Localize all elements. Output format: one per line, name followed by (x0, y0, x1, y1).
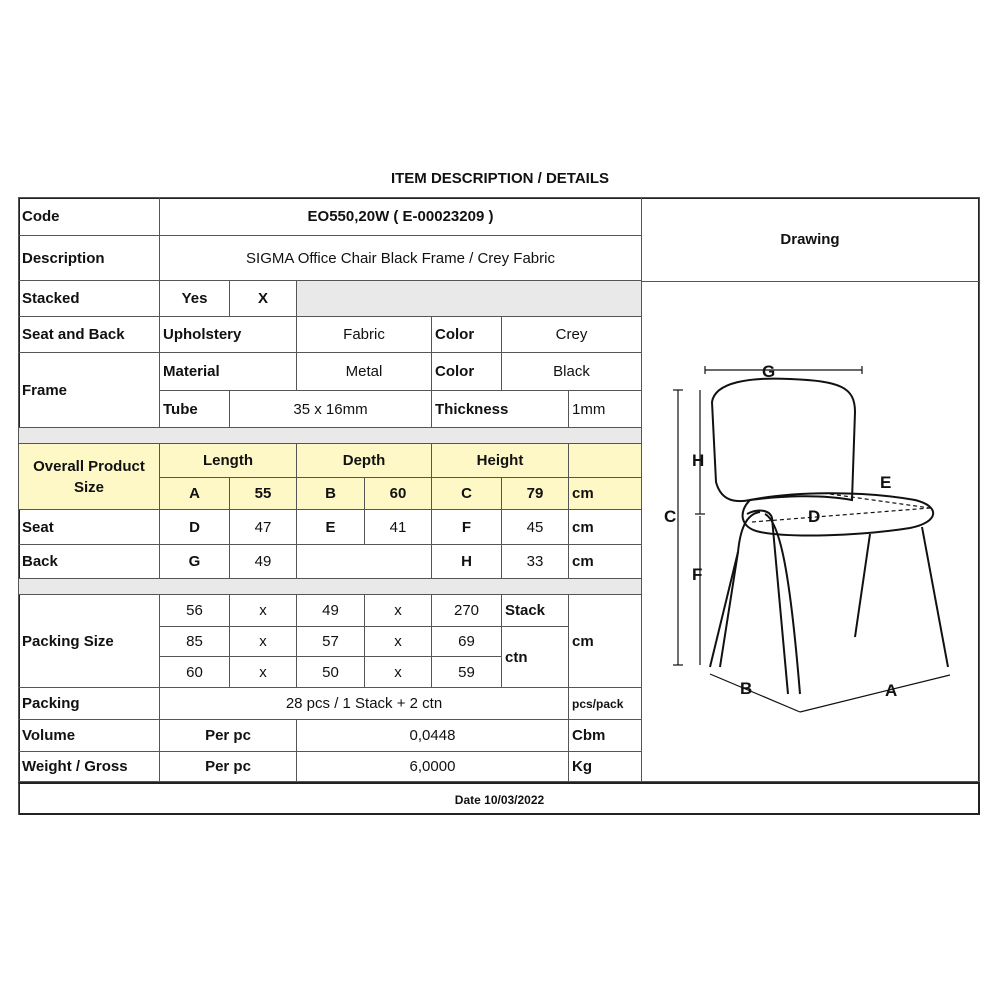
pack-row3-b: 50 (297, 657, 365, 688)
pack-row2-x1: x (230, 627, 297, 657)
dim-f-letter: F (432, 510, 502, 545)
pack-row3-x1: x (230, 657, 297, 688)
pack-row2-a: 85 (160, 627, 230, 657)
weight-unit: Kg (569, 752, 642, 782)
overall-size-label: Overall Product Size (18, 444, 160, 510)
drawing-header: Drawing (641, 197, 980, 282)
pack-stack-label: Stack (502, 595, 569, 627)
stacked-mark: X (230, 281, 297, 317)
packing-label: Packing (18, 688, 160, 720)
date-footer: Date 10/03/2022 (18, 782, 980, 815)
weight-per: Per pc (160, 752, 297, 782)
volume-value: 0,0448 (297, 720, 569, 752)
dim-e-value: 41 (365, 510, 432, 545)
pack-row2-x2: x (365, 627, 432, 657)
pack-row3-x2: x (365, 657, 432, 688)
back-empty (297, 545, 432, 579)
dim-c-letter: C (432, 478, 502, 510)
chair-drawing (640, 282, 978, 780)
code-value: EO550,20W ( E-00023209 ) (160, 197, 642, 236)
pack-row3-c: 59 (432, 657, 502, 688)
description-value: SIGMA Office Chair Black Frame / Crey Fabric (160, 236, 642, 281)
stacked-yes: Yes (160, 281, 230, 317)
dim-d-value: 47 (230, 510, 297, 545)
length-header: Length (160, 444, 297, 478)
dim-label-g: G (762, 362, 776, 381)
packing-size-label: Packing Size (18, 595, 160, 688)
seat-color-label: Color (432, 317, 502, 353)
pack-row1-a: 56 (160, 595, 230, 627)
dim-label-a: A (885, 681, 898, 700)
back-unit: cm (569, 545, 642, 579)
pack-row1-x1: x (230, 595, 297, 627)
pack-row1-c: 270 (432, 595, 502, 627)
dim-f-value: 45 (502, 510, 569, 545)
stacked-label: Stacked (18, 281, 160, 317)
volume-unit: Cbm (569, 720, 642, 752)
dim-label-e: E (880, 473, 892, 492)
spacer-row (18, 428, 642, 444)
pack-row3-a: 60 (160, 657, 230, 688)
depth-header: Depth (297, 444, 432, 478)
tube-value: 35 x 16mm (230, 391, 432, 428)
dim-b-letter: B (297, 478, 365, 510)
packing-unit: pcs/pack (569, 688, 642, 720)
thickness-value: 1mm (569, 391, 642, 428)
description-label: Description (18, 236, 160, 281)
back-label: Back (18, 545, 160, 579)
code-label: Code (18, 197, 160, 236)
dim-label-d: D (808, 507, 821, 526)
dim-label-c: C (664, 507, 677, 526)
material-label: Material (160, 353, 297, 391)
spacer-row-2 (18, 579, 642, 595)
seat-label: Seat (18, 510, 160, 545)
dim-g-letter: G (160, 545, 230, 579)
dim-label-h: H (692, 451, 705, 470)
dim-d-letter: D (160, 510, 230, 545)
pack-ctn-label: ctn (502, 627, 569, 688)
page-title: ITEM DESCRIPTION / DETAILS (390, 170, 610, 187)
dim-h-value: 33 (502, 545, 569, 579)
dim-a-value: 55 (230, 478, 297, 510)
dim-h-letter: H (432, 545, 502, 579)
seat-color-value: Crey (502, 317, 642, 353)
dim-g-value: 49 (230, 545, 297, 579)
material-value: Metal (297, 353, 432, 391)
weight-label: Weight / Gross (18, 752, 160, 782)
upholstery-value: Fabric (297, 317, 432, 353)
dim-e-letter: E (297, 510, 365, 545)
chair-back (712, 379, 855, 502)
dim-label-f: F (692, 565, 703, 584)
dim-a-letter: A (160, 478, 230, 510)
frame-color-label: Color (432, 353, 502, 391)
seat-unit: cm (569, 510, 642, 545)
upholstery-label: Upholstery (160, 317, 297, 353)
dim-b-value: 60 (365, 478, 432, 510)
tube-label: Tube (160, 391, 230, 428)
pack-row2-c: 69 (432, 627, 502, 657)
pack-row1-x2: x (365, 595, 432, 627)
weight-value: 6,0000 (297, 752, 569, 782)
pack-row1-b: 49 (297, 595, 365, 627)
height-header: Height (432, 444, 569, 478)
frame-label: Frame (18, 353, 160, 428)
pack-unit: cm (569, 595, 642, 688)
volume-label: Volume (18, 720, 160, 752)
seat-back-label: Seat and Back (18, 317, 160, 353)
overall-unit: cm (569, 478, 642, 510)
dim-label-b: B (740, 679, 753, 698)
pack-row2-b: 57 (297, 627, 365, 657)
dim-c-value: 79 (502, 478, 569, 510)
volume-per: Per pc (160, 720, 297, 752)
frame-color-value: Black (502, 353, 642, 391)
thickness-label: Thickness (432, 391, 569, 428)
packing-value: 28 pcs / 1 Stack + 2 ctn (160, 688, 569, 720)
stacked-empty (297, 281, 642, 317)
unit-header-empty (569, 444, 642, 478)
